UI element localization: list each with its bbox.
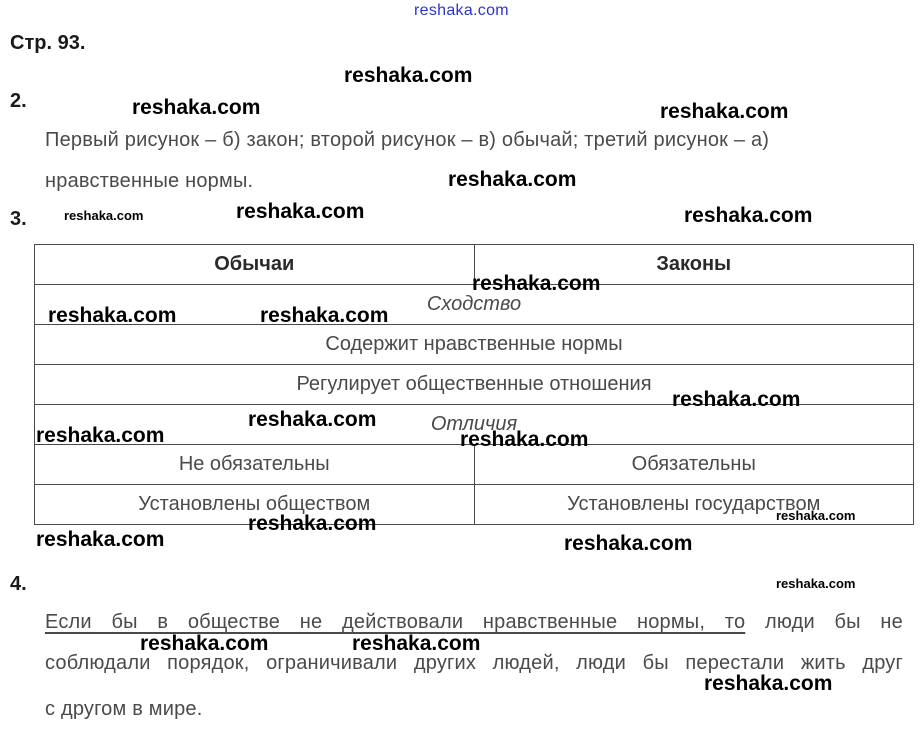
watermark: reshaka.com	[248, 408, 377, 431]
watermark: reshaka.com	[472, 272, 601, 295]
watermark: reshaka.com	[776, 508, 856, 523]
difference-customs-cell: Установлены обществом	[35, 485, 475, 525]
page-label: Стр. 93.	[10, 32, 86, 54]
task-2-number: 2.	[10, 90, 27, 112]
watermark: reshaka.com	[460, 428, 589, 451]
watermark: reshaka.com	[704, 672, 833, 695]
differences-label: Отличия	[35, 405, 914, 445]
watermark: reshaka.com	[672, 388, 801, 411]
watermark: reshaka.com	[564, 532, 693, 555]
header-laws: Законы	[474, 245, 914, 285]
watermark: reshaka.com	[352, 632, 481, 655]
task-2-line-2: нравственные нормы.	[45, 170, 254, 192]
task-4-line-1	[45, 611, 903, 634]
watermark: reshaka.com	[660, 100, 789, 123]
task-2-line-1: Первый рисунок – б) закон; второй рисунок – в) обычай; третий рисунок – а)	[45, 129, 770, 151]
watermark: reshaka.com	[132, 96, 261, 119]
watermark: reshaka.com	[36, 424, 165, 447]
watermark: reshaka.com	[64, 208, 144, 223]
task-4-line-3: с другом в мире.	[45, 698, 203, 720]
similarity-cell: Содержит нравственные нормы	[35, 325, 914, 365]
task-4-number: 4.	[10, 573, 27, 595]
watermark: reshaka.com	[684, 204, 813, 227]
watermark: reshaka.com	[344, 64, 473, 87]
difference-laws-cell: Обязательны	[474, 445, 914, 485]
similarity-cell: Регулирует общественные отношения	[35, 365, 914, 405]
watermark: reshaka.com	[140, 632, 269, 655]
task-4-line-2: соблюдали порядок, ограничивали других людей, люди бы перестали жить друг	[45, 652, 903, 674]
watermark: reshaka.com	[776, 576, 856, 591]
header-customs: Обычаи	[35, 245, 475, 285]
watermark: reshaka.com	[448, 168, 577, 191]
difference-customs-cell: Не обязательны	[35, 445, 475, 485]
watermark: reshaka.com	[48, 304, 177, 327]
difference-laws-cell: Установлены государством	[474, 485, 914, 525]
watermark: reshaka.com	[248, 512, 377, 535]
similarity-label: Сходство	[35, 285, 914, 325]
task-4-line-1-rest: люди бы не	[745, 611, 903, 633]
watermark: reshaka.com	[260, 304, 389, 327]
watermark: reshaka.com	[36, 528, 165, 551]
top-watermark: reshaka.com	[414, 2, 509, 19]
watermark: reshaka.com	[236, 200, 365, 223]
task-4-underlined-phrase: Если бы в обществе не действовали нравственные нормы, то	[45, 611, 746, 633]
task-3-number: 3.	[10, 208, 27, 230]
table-row	[35, 325, 914, 365]
